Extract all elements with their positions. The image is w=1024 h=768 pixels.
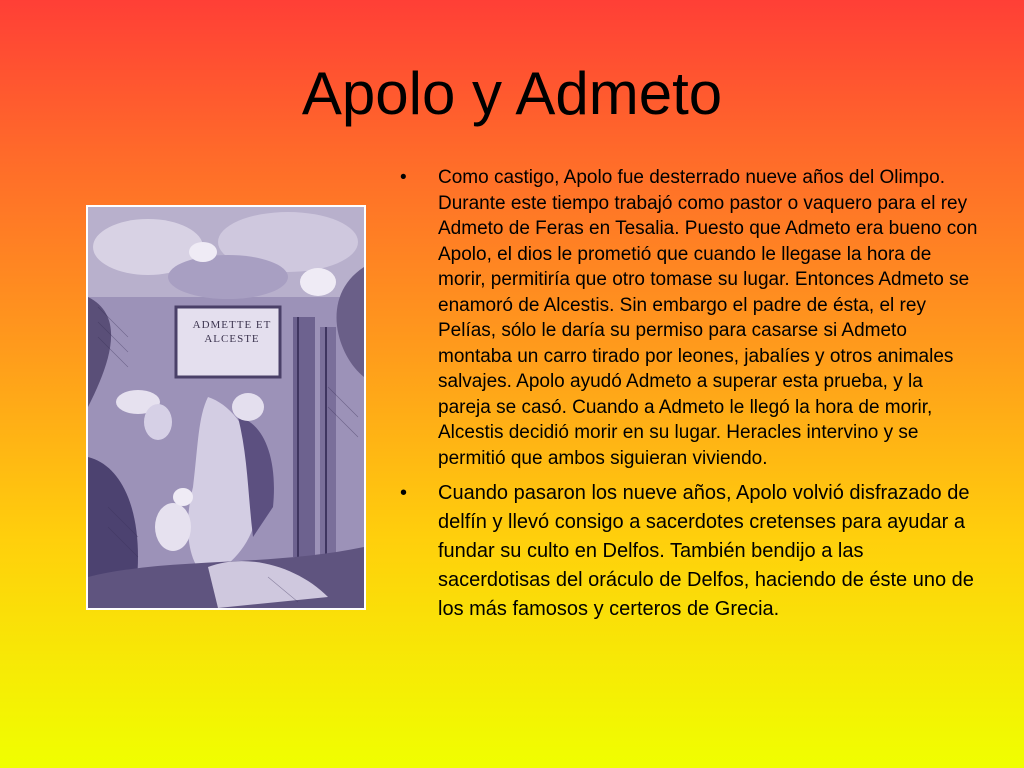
bullet-marker: • xyxy=(400,482,408,504)
bullet-list xyxy=(400,165,980,624)
slide-title: Apolo y Admeto xyxy=(301,60,723,127)
bullet-item xyxy=(400,165,980,471)
bullet-item xyxy=(400,479,980,624)
engraving-illustration xyxy=(88,207,364,608)
bullet-text: Cuando pasaron los nueve años, Apolo volvió disfrazado de delfín y llevó consigo a sacerdotes cretenses para ayudar a fundar su culto en Delfos. También bendijo a las sacerdotisas del oráculo de Delfos, haciendo de éste uno de los más famosos y certeros de Grecia. xyxy=(438,482,974,620)
bullet-text: Como castigo, Apolo fue desterrado nueve años del Olimpo. Durante este tiempo trabajó como pastor o vaquero para el rey Admeto de Feras en Tesalia. Puesto que Admeto era bueno con Apolo, el dios le prometió que cuando le llegase la hora de morir, permitiría que otro tomase su lugar. Entonces Admeto se enamoró de Alcestis. Sin embargo el padre de ésta, el rey Pelías, sólo le daría su permiso para casarse si Admeto montaba un carro tirado por leones, jabalíes y otros animales salvajes. Apolo ayudó Admeto a superar esta prueba, y la pareja se casó. Cuando a Admeto le llegó la hora de morir, Alcestis decidió morir en su lugar. Heracles intervino y se permitió que ambos siguieran viviendo. xyxy=(438,167,978,469)
bullet-marker: • xyxy=(400,167,407,188)
book-cover-image xyxy=(86,205,366,610)
plate-title-text: ADMETTE ET ALCESTE xyxy=(192,319,272,345)
